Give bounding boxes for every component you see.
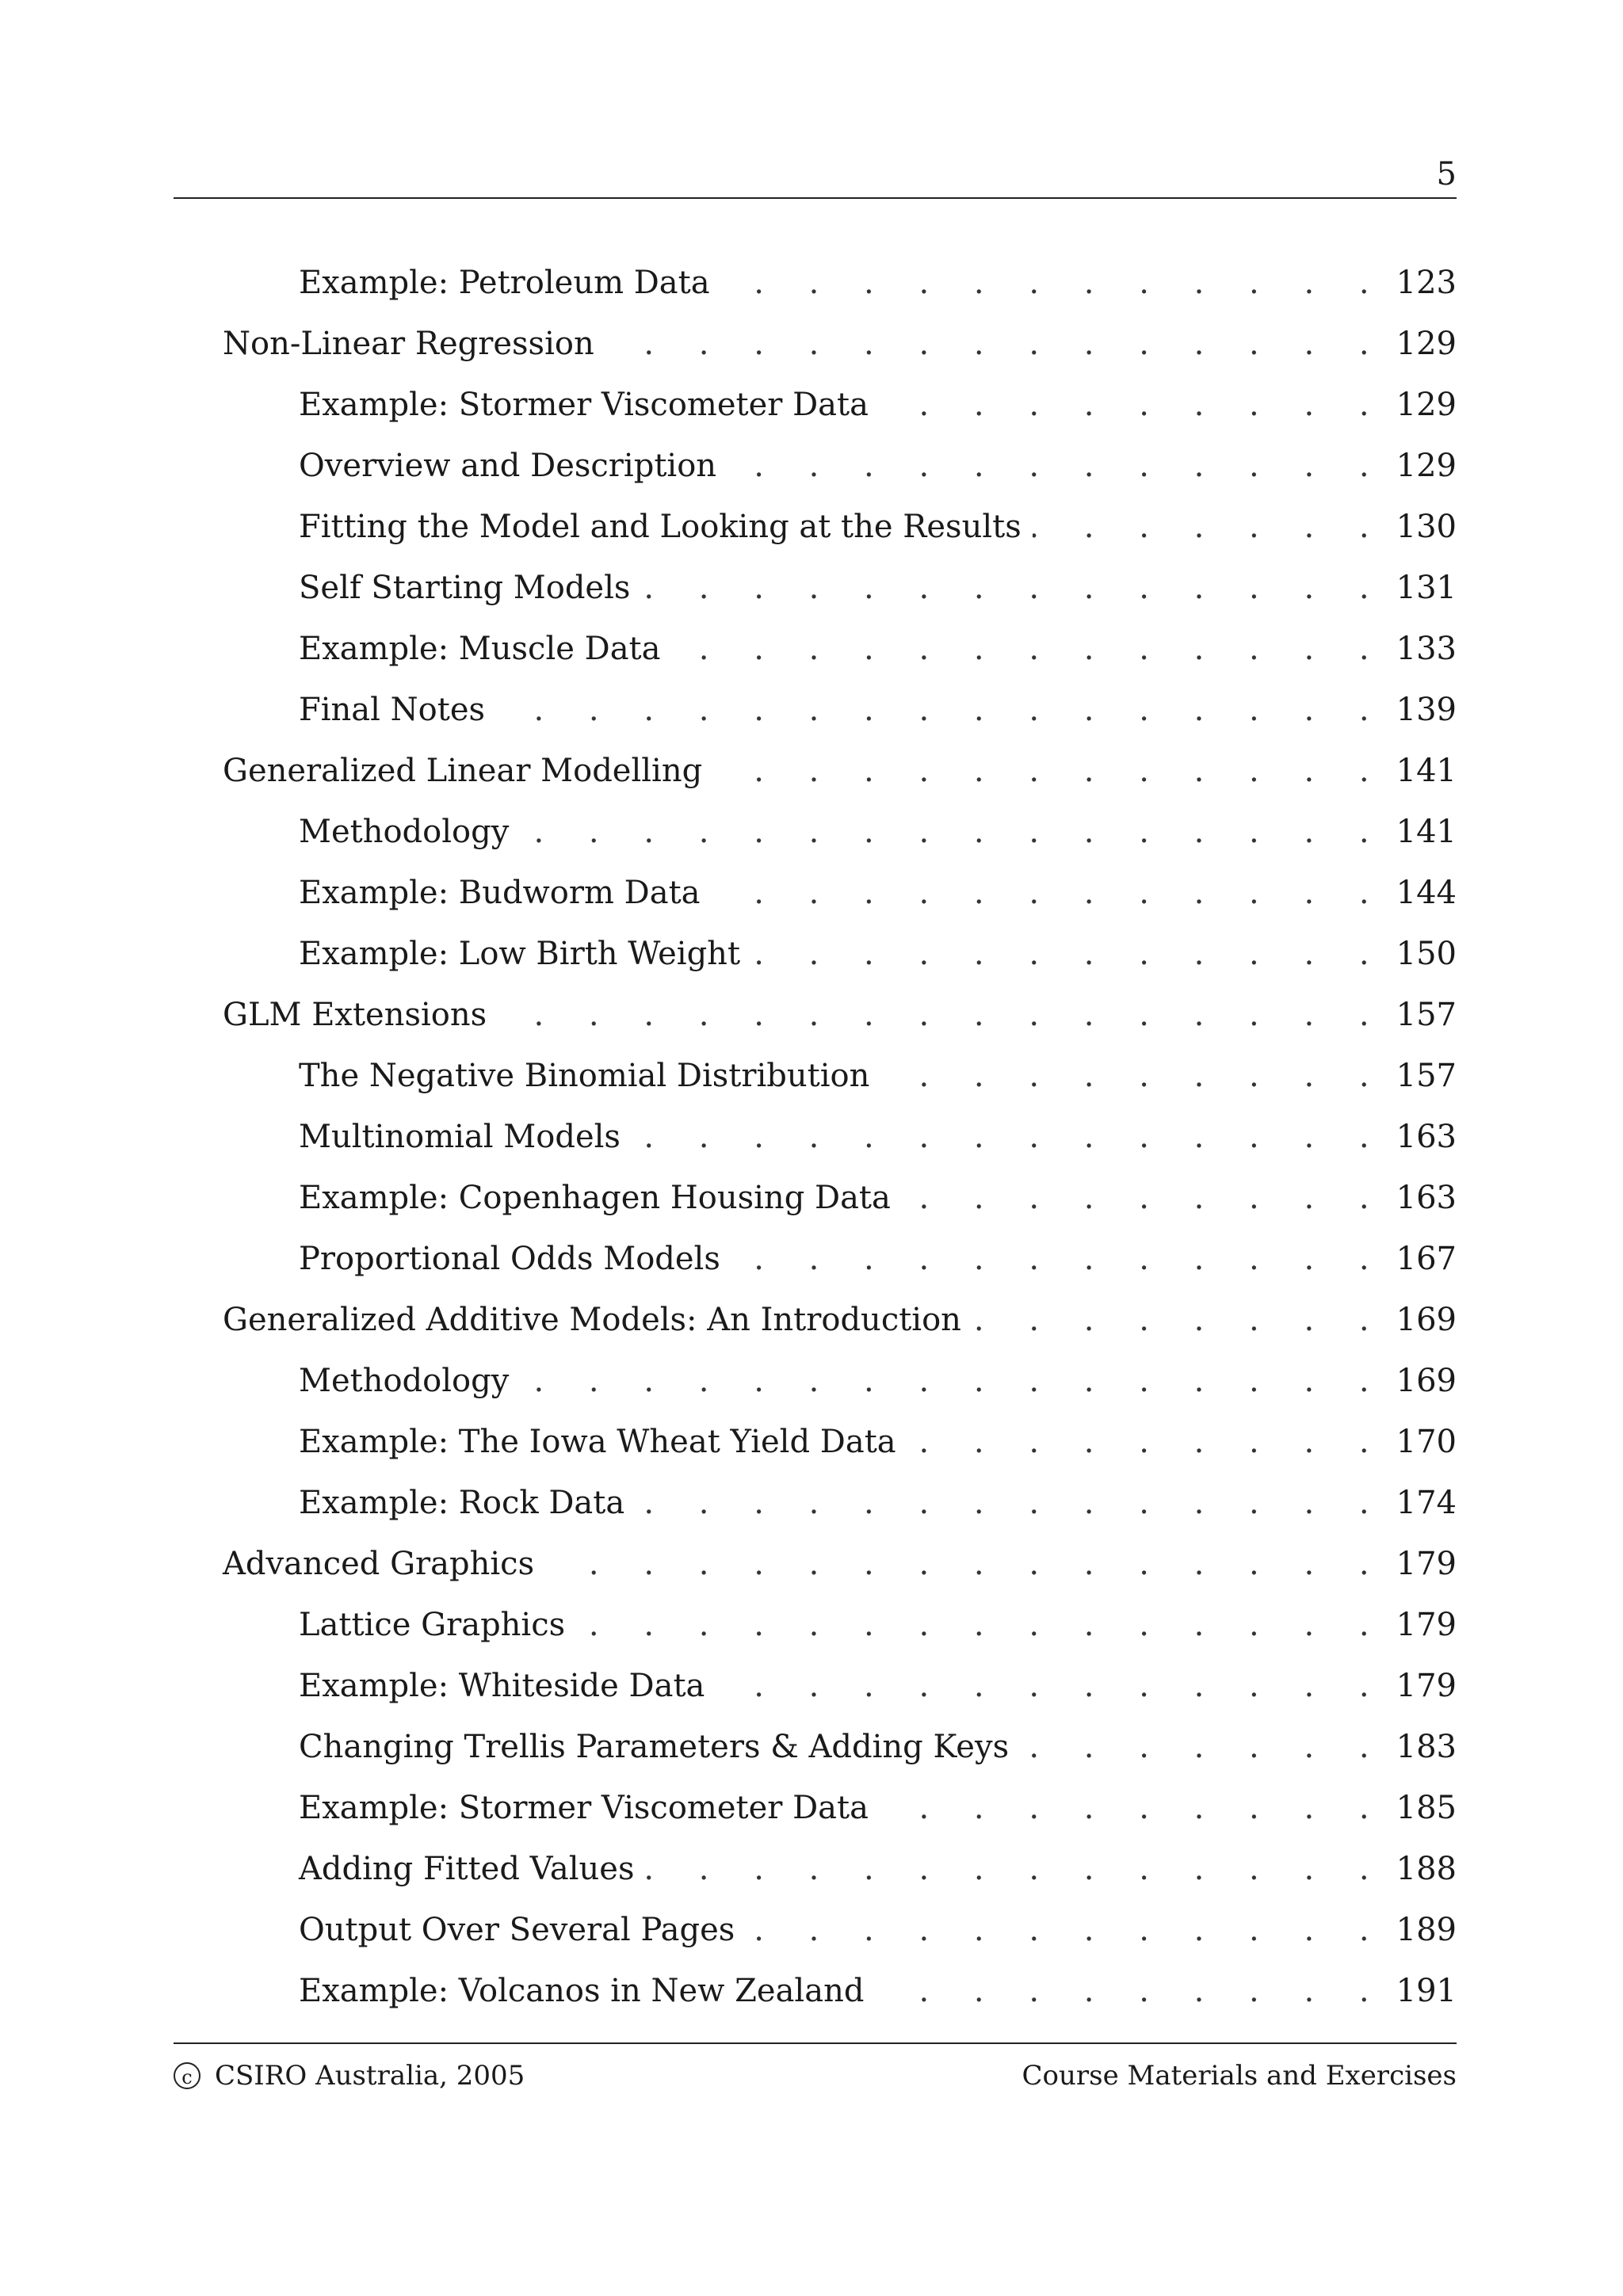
toc-entry-page: 129: [1387, 318, 1457, 369]
toc-entry[interactable]: [174, 1783, 1457, 1844]
toc-entry-page: 157: [1387, 990, 1457, 1040]
toc-entry-page: 131: [1387, 563, 1457, 613]
toc-entry-page: 179: [1387, 1661, 1457, 1711]
toc-entry-page: 129: [1387, 441, 1457, 491]
toc-dot-leader: [727, 441, 1387, 491]
footer-copyright: [174, 2058, 525, 2093]
toc-entry[interactable]: [174, 1051, 1457, 1112]
copyright-icon: c: [174, 2062, 200, 2089]
toc-dot-leader: [671, 624, 1386, 674]
toc-entry-title: Fitting the Model and Looking at the Results: [299, 502, 1033, 552]
toc-entry-title: Lattice Graphics: [299, 1600, 576, 1650]
toc-dot-leader: [498, 990, 1386, 1040]
toc-entry-page: 189: [1387, 1905, 1457, 1955]
footer-rule: [174, 2042, 1457, 2044]
toc-entry-title: Output Over Several Pages: [299, 1905, 746, 1955]
toc-dot-leader: [645, 1844, 1386, 1894]
toc-dot-leader: [721, 257, 1387, 308]
toc-entry[interactable]: [174, 746, 1457, 807]
toc-entry-page: 170: [1387, 1417, 1457, 1467]
toc-entry[interactable]: [174, 990, 1457, 1051]
toc-entry-page: 123: [1387, 257, 1457, 308]
toc-dot-leader: [520, 807, 1386, 857]
toc-entry[interactable]: [174, 318, 1457, 379]
toc-entry-title: Example: Petroleum Data: [299, 257, 721, 308]
toc-entry-page: 150: [1387, 929, 1457, 979]
toc-entry[interactable]: [174, 379, 1457, 441]
toc-entry-page: 157: [1387, 1051, 1457, 1101]
toc-entry-page: 130: [1387, 502, 1457, 552]
toc-entry-page: 169: [1387, 1356, 1457, 1406]
toc-entry-page: 188: [1387, 1844, 1457, 1894]
footer-right-text: Course Materials and Exercises: [1022, 2060, 1457, 2092]
toc-dot-leader: [716, 1661, 1386, 1711]
toc-dot-leader: [605, 318, 1387, 369]
toc-entry[interactable]: [174, 1112, 1457, 1173]
toc-dot-leader: [880, 1783, 1387, 1833]
toc-entry-title: Example: Whiteside Data: [299, 1661, 716, 1711]
toc-entry[interactable]: [174, 685, 1457, 746]
toc-dot-leader: [1033, 502, 1387, 552]
toc-dot-leader: [731, 1234, 1387, 1284]
toc-dot-leader: [636, 1478, 1386, 1528]
toc-entry-title: Generalized Linear Modelling: [223, 746, 713, 796]
toc-entry[interactable]: [174, 257, 1457, 318]
toc-entry[interactable]: [174, 1173, 1457, 1234]
toc-entry-title: Proportional Odds Models: [299, 1234, 731, 1284]
toc-entry-page: 129: [1387, 379, 1457, 430]
toc-entry-page: 191: [1387, 1966, 1457, 2016]
toc-entry-title: Overview and Description: [299, 441, 727, 491]
toc-dot-leader: [576, 1600, 1386, 1650]
toc-entry-page: 183: [1387, 1722, 1457, 1772]
toc-dot-leader: [1020, 1722, 1387, 1772]
toc-dot-leader: [907, 1417, 1387, 1467]
toc-entry[interactable]: [174, 807, 1457, 868]
toc-entry[interactable]: [174, 1661, 1457, 1722]
toc-entry[interactable]: [174, 1600, 1457, 1661]
toc-entry-title: Non-Linear Regression: [223, 318, 605, 369]
toc-entry[interactable]: [174, 1356, 1457, 1417]
toc-dot-leader: [902, 1173, 1387, 1223]
toc-entry-title: Example: Volcanos in New Zealand: [299, 1966, 875, 2016]
toc-entry-page: 163: [1387, 1173, 1457, 1223]
toc-entry[interactable]: [174, 1417, 1457, 1478]
toc-entry[interactable]: [174, 1539, 1457, 1600]
toc-dot-leader: [875, 1966, 1386, 2016]
footer-left-text: CSIRO Australia, 2005: [215, 2060, 525, 2092]
toc-dot-leader: [713, 746, 1386, 796]
toc-entry-title: Methodology: [299, 807, 520, 857]
toc-entry-page: 141: [1387, 807, 1457, 857]
toc-entry-title: Multinomial Models: [299, 1112, 632, 1162]
toc-entry-page: 167: [1387, 1234, 1457, 1284]
toc-entry-page: 179: [1387, 1600, 1457, 1650]
toc-entry[interactable]: [174, 1722, 1457, 1783]
toc-entry-title: Advanced Graphics: [223, 1539, 545, 1589]
toc-entry-page: 133: [1387, 624, 1457, 674]
toc-entry-title: The Negative Binomial Distribution: [299, 1051, 880, 1101]
toc-entry-title: Example: Copenhagen Housing Data: [299, 1173, 902, 1223]
page-number: 5: [1436, 156, 1457, 193]
toc-entry-title: Example: Stormer Viscometer Data: [299, 379, 880, 430]
toc-dot-leader: [880, 379, 1387, 430]
toc-entry-title: Example: Stormer Viscometer Data: [299, 1783, 880, 1833]
toc-entry-page: 141: [1387, 746, 1457, 796]
toc-dot-leader: [545, 1539, 1387, 1589]
toc-dot-leader: [641, 563, 1386, 613]
toc-entry[interactable]: [174, 441, 1457, 502]
toc-entry[interactable]: [174, 502, 1457, 563]
toc-entry-title: Example: Budworm Data: [299, 868, 711, 918]
toc-dot-leader: [746, 1905, 1386, 1955]
toc-entry-title: Generalized Additive Models: An Introduction: [223, 1295, 972, 1345]
toc-entry-title: Changing Trellis Parameters & Adding Keys: [299, 1722, 1020, 1772]
toc-dot-leader: [520, 1356, 1386, 1406]
toc-entry-title: Example: Rock Data: [299, 1478, 636, 1528]
toc-dot-leader: [711, 868, 1386, 918]
table-of-contents: [174, 257, 1457, 2027]
toc-entry-page: 139: [1387, 685, 1457, 735]
toc-entry[interactable]: [174, 929, 1457, 990]
toc-entry-page: 174: [1387, 1478, 1457, 1528]
toc-entry-page: 185: [1387, 1783, 1457, 1833]
toc-entry[interactable]: [174, 1478, 1457, 1539]
toc-entry-title: Final Notes: [299, 685, 496, 735]
toc-entry-title: Self Starting Models: [299, 563, 641, 613]
toc-entry[interactable]: [174, 1295, 1457, 1356]
toc-entry-page: 163: [1387, 1112, 1457, 1162]
toc-entry-page: 179: [1387, 1539, 1457, 1589]
toc-entry[interactable]: [174, 624, 1457, 685]
toc-entry-page: 144: [1387, 868, 1457, 918]
toc-entry[interactable]: [174, 1234, 1457, 1295]
header-rule: [174, 197, 1457, 199]
toc-dot-leader: [972, 1295, 1387, 1345]
toc-dot-leader: [632, 1112, 1387, 1162]
toc-dot-leader: [496, 685, 1387, 735]
toc-entry-title: Adding Fitted Values: [299, 1844, 645, 1894]
toc-entry-page: 169: [1387, 1295, 1457, 1345]
toc-entry-title: Methodology: [299, 1356, 520, 1406]
toc-entry[interactable]: [174, 1844, 1457, 1905]
toc-entry[interactable]: [174, 563, 1457, 624]
toc-dot-leader: [880, 1051, 1386, 1101]
toc-entry[interactable]: [174, 1905, 1457, 1966]
toc-entry[interactable]: [174, 868, 1457, 929]
toc-entry[interactable]: [174, 1966, 1457, 2027]
toc-entry-title: Example: Low Birth Weight: [299, 929, 751, 979]
toc-dot-leader: [751, 929, 1387, 979]
toc-entry-title: Example: Muscle Data: [299, 624, 671, 674]
toc-entry-title: Example: The Iowa Wheat Yield Data: [299, 1417, 907, 1467]
toc-entry-title: GLM Extensions: [223, 990, 498, 1040]
